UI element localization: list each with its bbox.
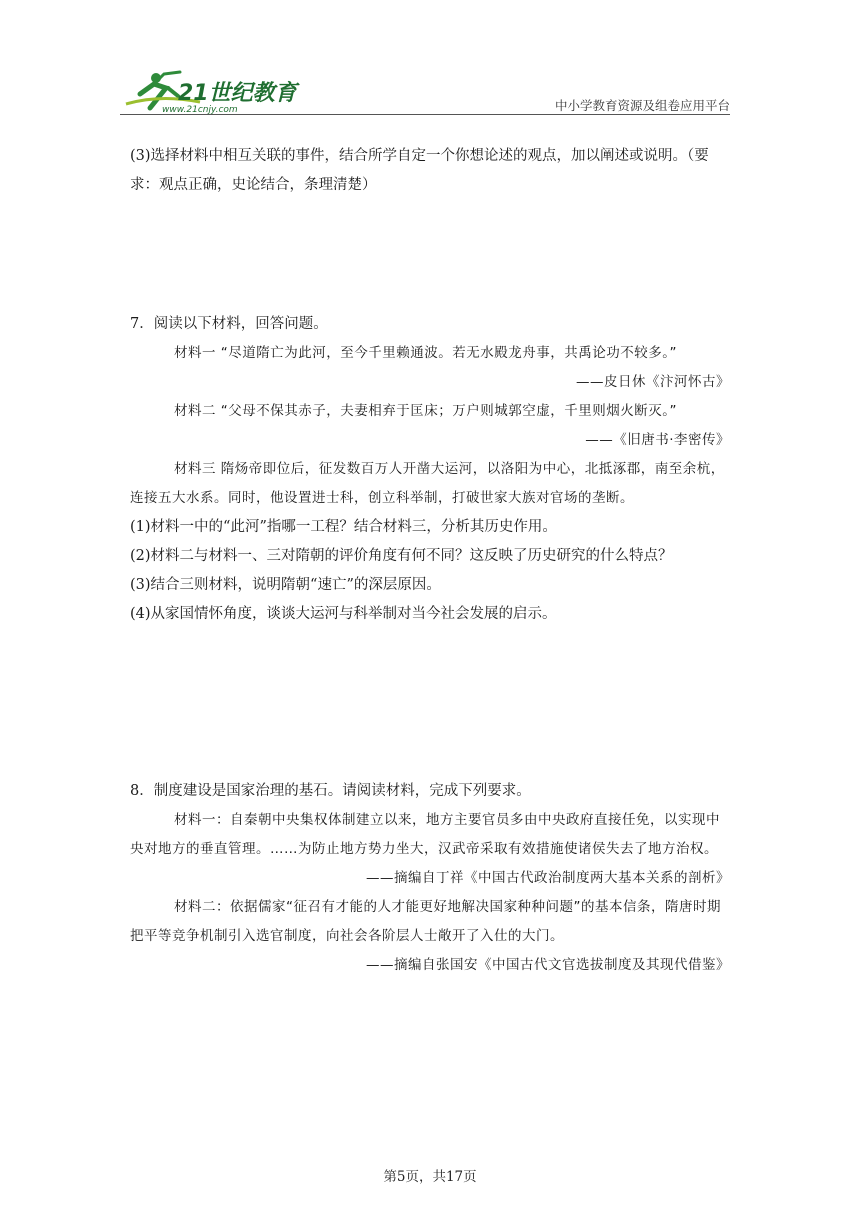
q8-material-1: 材料一：自秦朝中央集权体制建立以来，地方主要官员多由中央政府直接任免，以实现中央对地方的垂直管理。……为防止地方势力坐大，汉武帝采取有效措施使诸侯失去了地方治权。 — [130, 812, 720, 857]
q7-material-1: 材料一 “尽道隋亡为此河，至今千里赖通波。若无水殿龙舟事，共禹论功不较多。” — [174, 345, 678, 361]
q8-material-2-source: ——摘编自张国安《中国古代文官选拔制度及其现代借鉴》 — [366, 957, 730, 973]
q7-material-2: 材料二 “父母不保其赤子，夫妻相弃于匡床；万户则城郭空虚，千里则烟火断灭。” — [174, 403, 678, 419]
q7-material-1-source: ——皮日休《汴河怀古》 — [576, 374, 730, 390]
q7-material-3: 材料三 隋炀帝即位后，征发数百万人开凿大运河，以洛阳为中心，北抵涿郡，南至余杭，连接五大水系。同时，他设置进士科，创立科举制，打破世家大族对官场的垄断。 — [130, 461, 725, 506]
q6-sub3: (3)选择材料中相互关联的事件，结合所学自定一个你想论述的观点，加以阐述或说明。（要求：观点正确，史论结合，条理清楚） — [130, 148, 709, 193]
answer-space — [130, 200, 730, 304]
page-header — [120, 64, 730, 118]
logo-url: www.21cnjy.com — [162, 105, 238, 115]
q7-sub2: (2)材料二与材料一、三对隋朝的评价角度有何不同？这反映了历史研究的什么特点？ — [130, 548, 673, 564]
header-divider — [120, 114, 730, 115]
page-number: 第5页，共17页 — [383, 1169, 477, 1185]
page-content — [130, 142, 730, 980]
q8-title: 8．制度建设是国家治理的基石。请阅读材料，完成下列要求。 — [130, 783, 531, 799]
q7-sub4: (4)从家国情怀角度，谈谈大运河与科举制对当今社会发展的启示。 — [130, 606, 557, 622]
answer-space — [130, 629, 730, 771]
q7-title: 7．阅读以下材料，回答问题。 — [130, 316, 328, 332]
logo-graphic — [120, 64, 300, 116]
q7-sub3: (3)结合三则材料，说明隋朝“速亡”的深层原因。 — [130, 577, 441, 593]
q7-material-2-source: ——《旧唐书·李密传》 — [585, 432, 730, 448]
platform-name: 中小学教育资源及组卷应用平台 — [554, 98, 730, 113]
logo — [120, 64, 300, 116]
q7-sub1: (1)材料一中的“此河”指哪一工程？结合材料三，分析其历史作用。 — [130, 519, 557, 535]
logo-text: 21世纪教育 — [178, 81, 297, 106]
q8-material-1-source: ——摘编自丁祥《中国古代政治制度两大基本关系的剖析》 — [366, 870, 730, 886]
q8-material-2: 材料二：依据儒家“征召有才能的人才能更好地解决国家种种问题”的基本信条，隋唐时期把平等竞争机制引入选官制度，向社会各阶层人士敞开了入仕的大门。 — [130, 899, 721, 944]
